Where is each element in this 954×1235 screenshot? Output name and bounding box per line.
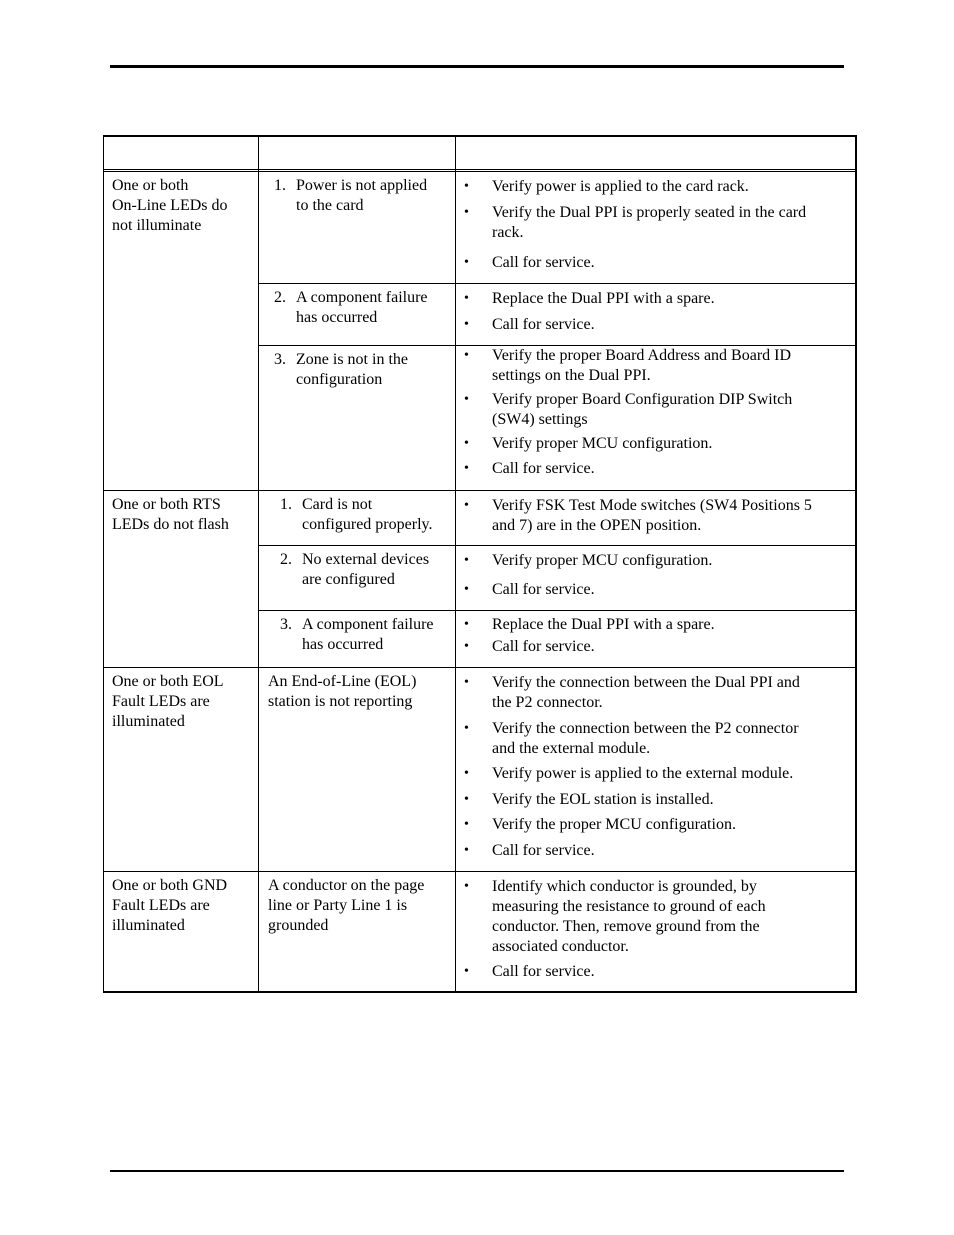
symptom-line: On-Line LEDs do xyxy=(112,197,228,214)
action-line: (SW4) settings xyxy=(492,411,588,428)
cause-text xyxy=(302,615,434,655)
action-item xyxy=(492,459,595,479)
action-line: Identify which conductor is grounded, by xyxy=(492,878,757,895)
cause-line: Card is not xyxy=(302,496,373,513)
subrow-divider xyxy=(258,545,857,546)
table-border-right xyxy=(855,135,857,993)
action-item xyxy=(492,390,792,430)
symptom-line: One or both GND xyxy=(112,877,228,894)
cause-text xyxy=(268,672,416,712)
action-line: Call for service. xyxy=(492,316,595,333)
action-item xyxy=(492,551,712,571)
bullet-icon: • xyxy=(464,291,469,306)
action-line: Verify power is applied to the card rack. xyxy=(492,178,749,195)
action-item xyxy=(492,673,800,713)
cause-text xyxy=(302,495,432,535)
footer-rule xyxy=(110,1170,844,1172)
symptom-line: illuminated xyxy=(112,917,185,934)
cause-text xyxy=(268,876,424,936)
cause-number: 1. xyxy=(274,177,286,194)
cause-line: An End-of-Line (EOL) xyxy=(268,673,417,690)
bullet-icon: • xyxy=(464,639,469,654)
cause-line: are configured xyxy=(302,571,395,588)
action-line: Replace the Dual PPI with a spare. xyxy=(492,616,715,633)
action-item xyxy=(492,790,714,810)
action-line: associated conductor. xyxy=(492,938,629,955)
symptom-line: illuminated xyxy=(112,713,185,730)
cause-line: No external devices xyxy=(302,551,430,568)
action-item xyxy=(492,615,715,635)
bullet-icon: • xyxy=(464,461,469,476)
cause-line: Power is not applied xyxy=(296,177,428,194)
cause-number: 2. xyxy=(280,551,292,568)
action-item xyxy=(492,764,793,784)
bullet-icon: • xyxy=(464,553,469,568)
symptom-cell xyxy=(112,876,227,936)
cause-number: 3. xyxy=(280,616,292,633)
header-rule xyxy=(110,65,844,68)
action-item xyxy=(492,315,595,335)
action-line: Verify the proper Board Address and Board ID xyxy=(492,347,792,364)
cause-line: has occurred xyxy=(302,636,384,653)
cause-line: line or Party Line 1 is xyxy=(268,897,408,914)
symptom-line: not illuminate xyxy=(112,217,202,234)
bullet-icon: • xyxy=(464,498,469,513)
cause-text xyxy=(296,350,408,390)
bullet-icon: • xyxy=(464,792,469,807)
action-line: Call for service. xyxy=(492,963,595,980)
cause-number: 2. xyxy=(274,289,286,306)
cause-text xyxy=(296,176,427,216)
bullet-icon: • xyxy=(464,392,469,407)
action-item xyxy=(492,962,595,982)
table-border-top xyxy=(103,135,857,137)
action-line: settings on the Dual PPI. xyxy=(492,367,651,384)
action-line: Verify the connection between the Dual PPI and xyxy=(492,674,800,691)
action-line: Verify FSK Test Mode switches (SW4 Positions 5 xyxy=(492,497,812,514)
action-line: and the external module. xyxy=(492,740,651,757)
cause-line: A component failure xyxy=(302,616,434,633)
cause-line: Zone is not in the xyxy=(296,351,408,368)
subrow-divider xyxy=(258,283,857,284)
action-line: and 7) are in the OPEN position. xyxy=(492,517,702,534)
action-line: Verify power is applied to the external module. xyxy=(492,765,794,782)
action-line: Verify the connection between the P2 connector xyxy=(492,720,799,737)
action-line: Call for service. xyxy=(492,842,595,859)
symptom-cell xyxy=(112,495,229,535)
cause-line: station is not reporting xyxy=(268,693,413,710)
action-line: Verify the EOL station is installed. xyxy=(492,791,714,808)
action-line: Call for service. xyxy=(492,638,595,655)
bullet-icon: • xyxy=(464,675,469,690)
cause-line: grounded xyxy=(268,917,329,934)
bullet-icon: • xyxy=(464,817,469,832)
action-line: Verify proper MCU configuration. xyxy=(492,435,713,452)
table-border-bottom xyxy=(103,991,857,993)
action-line: the P2 connector. xyxy=(492,694,603,711)
bullet-icon: • xyxy=(464,205,469,220)
cause-number: 1. xyxy=(280,496,292,513)
symptom-line: One or both xyxy=(112,177,189,194)
action-item xyxy=(492,346,791,386)
action-line: Replace the Dual PPI with a spare. xyxy=(492,290,715,307)
action-line: Call for service. xyxy=(492,581,595,598)
bullet-icon: • xyxy=(464,179,469,194)
action-item xyxy=(492,177,749,197)
action-line: Verify the Dual PPI is properly seated in the card xyxy=(492,204,807,221)
action-line: Call for service. xyxy=(492,460,595,477)
action-item xyxy=(492,434,712,454)
action-item xyxy=(492,637,595,657)
bullet-icon: • xyxy=(464,843,469,858)
action-item xyxy=(492,841,595,861)
action-item xyxy=(492,580,595,600)
action-line: Verify proper MCU configuration. xyxy=(492,552,713,569)
cause-line: has occurred xyxy=(296,309,378,326)
symptom-cell xyxy=(112,176,228,236)
bullet-icon: • xyxy=(464,582,469,597)
symptom-line: Fault LEDs are xyxy=(112,693,210,710)
symptom-line: Fault LEDs are xyxy=(112,897,210,914)
bullet-icon: • xyxy=(464,721,469,736)
action-item xyxy=(492,253,595,273)
bullet-icon: • xyxy=(464,255,469,270)
action-line: Verify proper Board Configuration DIP Switch xyxy=(492,391,793,408)
row-divider xyxy=(103,667,857,668)
action-item xyxy=(492,877,766,957)
bullet-icon: • xyxy=(464,348,469,363)
action-line: Call for service. xyxy=(492,254,595,271)
column-divider-1 xyxy=(258,135,259,993)
action-line: Verify the proper MCU configuration. xyxy=(492,816,736,833)
action-item xyxy=(492,496,812,536)
cause-line: configuration xyxy=(296,371,383,388)
cause-text xyxy=(296,288,428,328)
action-line: measuring the resistance to ground of each xyxy=(492,898,766,915)
bullet-icon: • xyxy=(464,879,469,894)
cause-line: A component failure xyxy=(296,289,428,306)
symptom-cell xyxy=(112,672,224,732)
cause-text xyxy=(302,550,429,590)
symptom-line: One or both EOL xyxy=(112,673,224,690)
action-item xyxy=(492,203,806,243)
cause-line: to the card xyxy=(296,197,364,214)
bullet-icon: • xyxy=(464,617,469,632)
column-divider-2 xyxy=(455,135,456,993)
table-border-left xyxy=(103,135,104,993)
cause-line: A conductor on the page xyxy=(268,877,425,894)
bullet-icon: • xyxy=(464,766,469,781)
header-divider xyxy=(103,169,857,170)
bullet-icon: • xyxy=(464,964,469,979)
action-item xyxy=(492,815,736,835)
action-item xyxy=(492,289,715,309)
action-item xyxy=(492,719,799,759)
action-line: rack. xyxy=(492,224,524,241)
action-line: conductor. Then, remove ground from the xyxy=(492,918,760,935)
cause-line: configured properly. xyxy=(302,516,433,533)
bullet-icon: • xyxy=(464,317,469,332)
troubleshooting-table xyxy=(103,135,857,993)
symptom-line: LEDs do not flash xyxy=(112,516,229,533)
header-divider-second xyxy=(103,171,857,172)
row-divider xyxy=(103,490,857,491)
row-divider xyxy=(103,871,857,872)
bullet-icon: • xyxy=(464,436,469,451)
cause-number: 3. xyxy=(274,351,286,368)
subrow-divider xyxy=(258,610,857,611)
symptom-line: One or both RTS xyxy=(112,496,221,513)
